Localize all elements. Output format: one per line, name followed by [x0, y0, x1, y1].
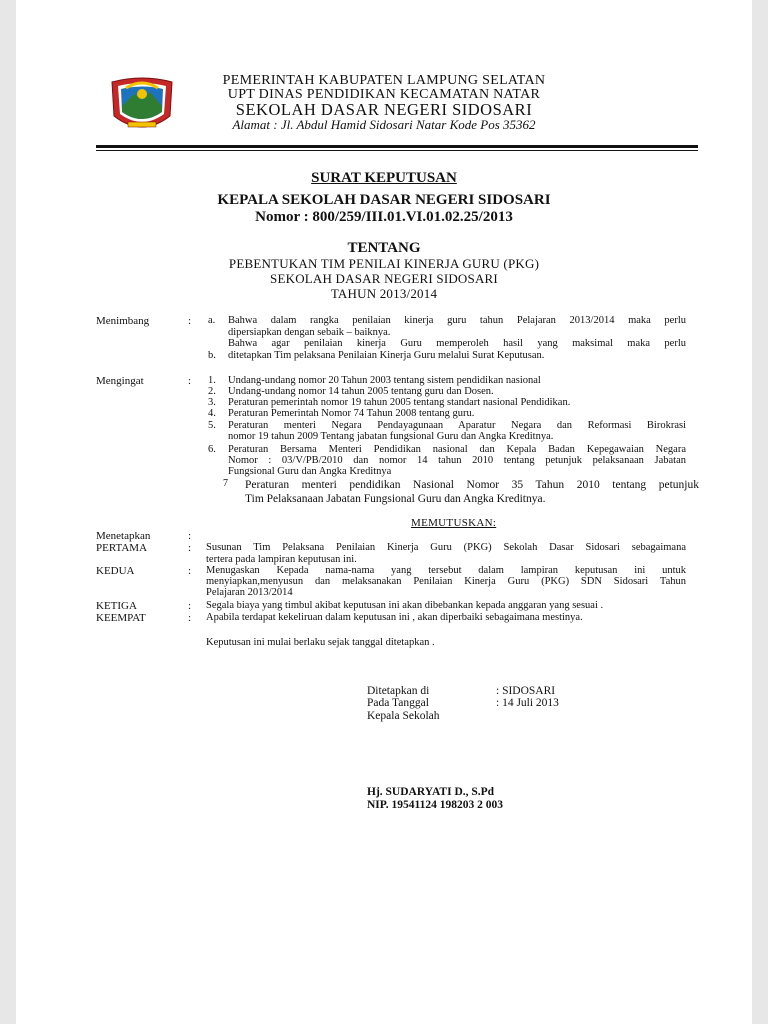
- subject-line-2: SEKOLAH DASAR NEGERI SIDOSARI: [270, 271, 498, 286]
- ketiga-colon: :: [188, 600, 192, 612]
- tanggal-label: Pada Tanggal: [367, 697, 429, 709]
- ditetapkan-value: : SIDOSARI: [496, 685, 556, 697]
- mengingat-item-line: Fungsional Guru dan Angka Kreditnya: [228, 466, 392, 477]
- pertama-line-2: tertera pada lampiran keputusan ini.: [206, 554, 357, 565]
- pertama-line-1: Susunan Tim Pelaksana Penilaian Kinerja Guru (PKG) Sekolah Dasar Sidosari sebagaimana: [206, 542, 686, 553]
- header-address: Alamat : Jl. Abdul Hamid Sidosari Natar Kode Pos 35362: [232, 117, 536, 132]
- kedua-line-2: menyiapkan,menyusun dan melaksanakan Penilaian Kinerja Guru (PKG) SDN Sidosari Tahun: [206, 576, 686, 587]
- keempat-label: KEEMPAT: [96, 612, 146, 624]
- header-school-name: SEKOLAH DASAR NEGERI SIDOSARI: [235, 100, 533, 119]
- menimbang-colon: :: [188, 315, 192, 327]
- document-type-title: SURAT KEPUTUSAN: [311, 170, 457, 186]
- keempat-line-1: Apabila terdapat kekeliruan dalam keputusan ini , akan diperbaiki sebagaimana mestinya.: [206, 612, 583, 623]
- document-number: Nomor : 800/259/III.01.VI.01.02.25/2013: [255, 209, 513, 225]
- signatory-position: Kepala Sekolah: [367, 710, 440, 722]
- menimbang-a-number: a.: [208, 315, 216, 326]
- header-rule-thin: [96, 150, 698, 151]
- mengingat-item-line: Tim Pelaksanaan Jabatan Fungsional Guru dan Angka Kreditnya.: [245, 493, 546, 505]
- ditetapkan-label: Ditetapkan di: [367, 685, 430, 697]
- mengingat-item-number: 5.: [208, 420, 216, 431]
- mengingat-label: Mengingat: [96, 375, 144, 387]
- signatory-nip: NIP. 19541124 198203 2 003: [367, 799, 503, 811]
- keempat-colon: :: [188, 612, 192, 624]
- mengingat-item-line: nomor 19 tahun 2009 Tentang jabatan fungsional Guru dan Angka Kreditnya.: [228, 431, 554, 442]
- mengingat-item-line: Undang-undang nomor 20 Tahun 2003 tentang sistem pendidikan nasional: [228, 375, 541, 386]
- mengingat-colon: :: [188, 375, 192, 387]
- pertama-label: PERTAMA: [96, 542, 148, 554]
- subject-line-3: TAHUN 2013/2014: [330, 286, 438, 301]
- menimbang-a-line-2: dipersiapkan dengan sebaik – baiknya.: [228, 327, 391, 338]
- tanggal-value: : 14 Juli 2013: [496, 697, 559, 709]
- menimbang-b-line-1: Bahwa agar penilaian kinerja Guru memperoleh hasil yang maksimal maka perlu: [228, 338, 686, 349]
- header-department: UPT DINAS PENDIDIKAN KECAMATAN NATAR: [227, 87, 541, 102]
- mengingat-item-line: Peraturan Pemerintah Nomor 74 Tahun 2008 tentang guru.: [228, 408, 475, 419]
- header-rule-thick: [96, 145, 698, 148]
- mengingat-item-line: Peraturan menteri pendidikan Nasional Nomor 35 Tahun 2010 tentang petunjuk: [245, 479, 699, 491]
- document-page: [16, 0, 752, 1024]
- subject-line-1: PEBENTUKAN TIM PENILAI KINERJA GURU (PKG): [228, 256, 540, 271]
- kedua-line-1: Menugaskan Kepada nama-nama yang tersebut dalam lampiran keputusan ini untuk: [206, 565, 686, 576]
- mengingat-item-number: 6.: [208, 444, 216, 455]
- closing-statement: Keputusan ini mulai berlaku sejak tanggal ditetapkan .: [206, 637, 435, 648]
- mengingat-item-line: Peraturan Bersama Menteri Pendidikan nasional dan Kepala Badan Kepegawaian Negara: [228, 444, 686, 455]
- menimbang-a-line-1: Bahwa dalam rangka penilaian kinerja guru tahun Pelajaran 2013/2014 maka perlu: [228, 315, 686, 326]
- menimbang-b-number: b.: [208, 350, 216, 361]
- mengingat-item-line: Peraturan menteri Negara Pendayagunaan Aparatur Negara dan Reformasi Birokrasi: [228, 420, 686, 431]
- menetapkan-colon: :: [188, 530, 192, 542]
- issuer-title: KEPALA SEKOLAH DASAR NEGERI SIDOSARI: [217, 192, 551, 208]
- signatory-name: Hj. SUDARYATI D., S.Pd: [367, 786, 495, 798]
- header-government: PEMERINTAH KABUPATEN LAMPUNG SELATAN: [222, 73, 546, 88]
- mengingat-item-number: 2.: [208, 386, 216, 397]
- menimbang-b-line-2: ditetapkan Tim pelaksana Penilaian Kinerja Guru melalui Surat Keputusan.: [228, 350, 545, 361]
- kedua-colon: :: [188, 565, 192, 577]
- menetapkan-label: Menetapkan: [96, 530, 151, 542]
- menimbang-label: Menimbang: [96, 315, 150, 327]
- kedua-label: KEDUA: [96, 565, 135, 577]
- mengingat-item-line: Nomor : 03/V/PB/2010 dan nomor 14 tahun 2010 tentang petunjuk pelaksanaan Jabatan: [228, 455, 686, 466]
- memutuskan-heading: MEMUTUSKAN:: [411, 517, 497, 529]
- mengingat-item-number: 3.: [208, 397, 216, 408]
- mengingat-item-number: 1.: [208, 375, 216, 386]
- kedua-line-3: Pelajaran 2013/2014: [206, 587, 293, 598]
- mengingat-item-line: Peraturan pemerintah nomor 19 tahun 2005 tentang standart nasional Pendidikan.: [228, 397, 571, 408]
- ketiga-label: KETIGA: [96, 600, 137, 612]
- mengingat-item-line: Undang-undang nomor 14 tahun 2005 tentang guru dan Dosen.: [228, 386, 494, 397]
- ketiga-line-1: Segala biaya yang timbul akibat keputusan ini akan dibebankan kepada anggaran yang sesuai .: [206, 600, 604, 611]
- tentang-heading: TENTANG: [347, 240, 421, 256]
- mengingat-item-number: 4.: [208, 408, 216, 419]
- mengingat-item-number: 7: [223, 478, 228, 489]
- pertama-colon: :: [188, 542, 192, 554]
